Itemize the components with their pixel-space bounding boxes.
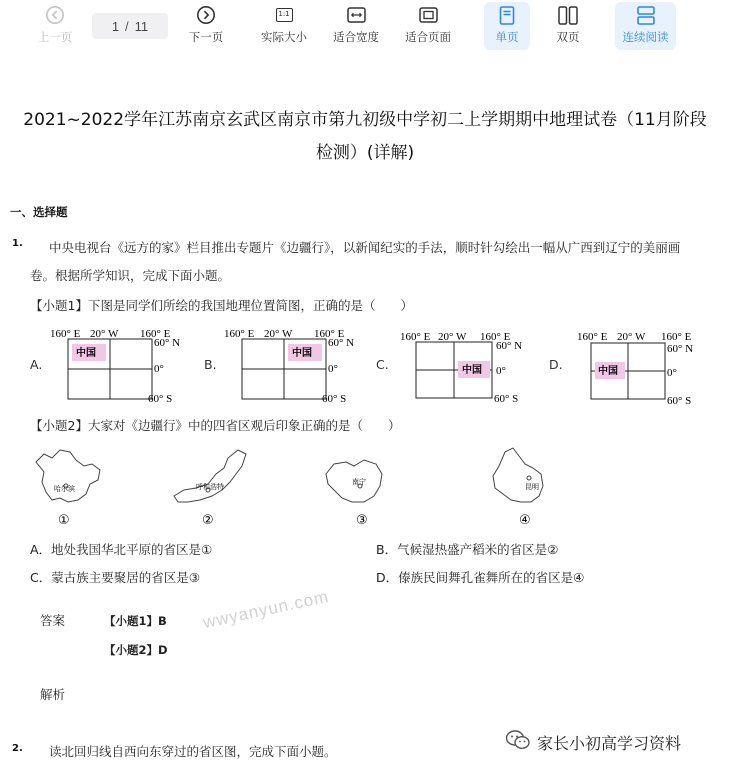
option-b-label[interactable]: B. — [204, 357, 217, 372]
fit-width-icon — [347, 2, 366, 28]
d-lon-right: 160° E — [661, 331, 692, 343]
b-lat-mid: 0° — [328, 363, 338, 375]
fit-page-label: 适合页面 — [405, 30, 451, 44]
double-page-button[interactable] — [545, 2, 591, 50]
a-lon-mid: 20° W — [90, 328, 119, 340]
chevron-right-circle-icon — [196, 2, 216, 28]
subquestion-2: 【小题2】大家对《边疆行》中的四省区观后印象正确的是（ ） — [30, 418, 401, 433]
single-page-label: 单页 — [495, 30, 519, 44]
next-page-label: 下一页 — [188, 30, 224, 44]
c-lon-left: 160° E — [400, 331, 431, 343]
subquestion-1: 【小题1】下图是同学们所绘的我国地理位置简图，正确的是（ ） — [30, 298, 413, 313]
wechat-brand — [505, 728, 681, 756]
b-lat-bot: 60° S — [322, 393, 347, 405]
province-1-city: 哈尔滨 — [54, 485, 75, 493]
c-lon-right: 160° E — [480, 331, 511, 343]
d-lon-mid: 20° W — [617, 331, 646, 343]
option-b-map[interactable] — [222, 325, 372, 409]
province-yunnan — [485, 444, 565, 533]
prev-page-label: 上一页 — [37, 30, 73, 44]
title-line-1: 2021~2022学年江苏南京玄武区南京市第九初级中学初二上学期期中地理试卷（11月阶段 — [23, 110, 707, 130]
answer-2: 【小题2】D — [104, 643, 168, 657]
fit-width-button[interactable] — [328, 2, 384, 50]
question-1-stem-line-1: 中央电视台《远方的家》栏目推出专题片《边疆行》，以新闻纪实的手法，顺时针勾绘出一幅从广西到辽宁的美丽画 — [49, 240, 681, 255]
option-d-label[interactable]: D. — [549, 357, 563, 372]
page-total: 11 — [134, 18, 149, 34]
prev-page-button[interactable] — [33, 2, 77, 50]
actual-size-icon — [276, 2, 293, 28]
single-page-button[interactable] — [484, 2, 530, 50]
d-lat-bot: 60° S — [667, 395, 692, 407]
choice-c[interactable]: C．蒙古族主要聚居的省区是③ — [30, 570, 200, 585]
b-lon-left: 160° E — [224, 328, 255, 340]
c-lat-mid: 0° — [496, 365, 506, 377]
continuous-read-label: 连续阅读 — [622, 30, 669, 44]
analysis-label: 解析 — [40, 687, 66, 702]
answer-1: 【小题1】B — [104, 614, 167, 628]
a-lat-top: 60° N — [154, 337, 181, 349]
c-lat-bot: 60° S — [494, 393, 519, 405]
choice-b[interactable]: B．气候湿热盛产稻米的省区是② — [376, 542, 559, 557]
choice-a[interactable]: A．地处我国华北平原的省区是① — [30, 542, 213, 557]
d-china-label: 中国 — [598, 366, 618, 377]
double-page-label: 双页 — [556, 30, 580, 44]
option-c-label[interactable]: C. — [376, 357, 389, 372]
wechat-icon — [505, 729, 531, 755]
viewer-toolbar — [0, 0, 730, 56]
option-d-map[interactable] — [575, 328, 725, 412]
continuous-read-icon — [637, 2, 655, 28]
a-lat-mid: 0° — [154, 363, 164, 375]
a-lon-left: 160° E — [50, 328, 81, 340]
page-current[interactable]: 1 — [111, 18, 120, 34]
province-3-city: 南宁 — [352, 478, 366, 486]
page-separator: / — [125, 18, 129, 34]
single-page-icon — [499, 2, 515, 28]
document-title — [0, 104, 730, 170]
c-lon-mid: 20° W — [438, 331, 467, 343]
double-page-icon — [558, 2, 578, 28]
province-4-number: ④ — [519, 513, 531, 528]
b-lon-right: 160° E — [314, 328, 345, 340]
continuous-read-button[interactable] — [615, 2, 676, 50]
question-1-stem-line-2: 卷。根据所学知识，完成下面小题。 — [30, 268, 231, 283]
d-lat-mid: 0° — [667, 367, 677, 379]
b-lon-mid: 20° W — [264, 328, 293, 340]
a-lat-bot: 60° S — [148, 393, 173, 405]
next-page-button[interactable] — [184, 2, 228, 50]
province-4-city: 昆明 — [525, 483, 539, 491]
c-china-label: 中国 — [462, 365, 482, 376]
actual-size-button[interactable] — [256, 2, 312, 50]
province-guangxi — [320, 444, 400, 533]
d-lat-top: 60° N — [667, 343, 694, 355]
a-china-label: 中国 — [76, 348, 96, 359]
question-1-number: 1. — [12, 238, 23, 249]
actual-size-glyph: 1:1 — [276, 8, 293, 22]
province-heilongjiang — [30, 444, 110, 533]
fit-width-label: 适合宽度 — [333, 30, 379, 44]
d-lon-left: 160° E — [577, 331, 608, 343]
actual-size-label: 实际大小 — [261, 30, 307, 44]
option-a-label[interactable]: A. — [30, 357, 43, 372]
title-line-2: 检测）(详解) — [315, 143, 415, 163]
b-lat-top: 60° N — [328, 337, 355, 349]
option-a-map[interactable] — [48, 325, 198, 409]
choice-d[interactable]: D．傣族民间舞孔雀舞所在的省区是④ — [376, 570, 585, 585]
province-3-number: ③ — [356, 513, 368, 528]
option-c-map[interactable] — [398, 328, 548, 412]
wechat-account-name: 家长小初高学习资料 — [537, 733, 682, 753]
b-china-label: 中国 — [292, 348, 312, 359]
fit-page-icon — [419, 2, 438, 28]
question-2-stem: 读北回归线自西向东穿过的省区图，完成下面小题。 — [49, 744, 337, 759]
question-2-number: 2. — [12, 743, 23, 754]
province-inner-mongolia — [168, 444, 258, 533]
province-2-city: 呼和浩特 — [196, 483, 224, 491]
fit-page-button[interactable] — [400, 2, 456, 50]
watermark: wwyanyun.com — [201, 586, 331, 633]
section-heading: 一、选择题 — [10, 205, 68, 219]
province-2-number: ② — [202, 513, 214, 528]
chevron-left-circle-icon — [45, 2, 65, 28]
answer-label: 答案 — [40, 613, 66, 628]
province-1-number: ① — [58, 513, 70, 528]
a-lon-right: 160° E — [140, 328, 171, 340]
c-lat-top: 60° N — [496, 340, 523, 352]
page-indicator[interactable] — [92, 13, 168, 39]
